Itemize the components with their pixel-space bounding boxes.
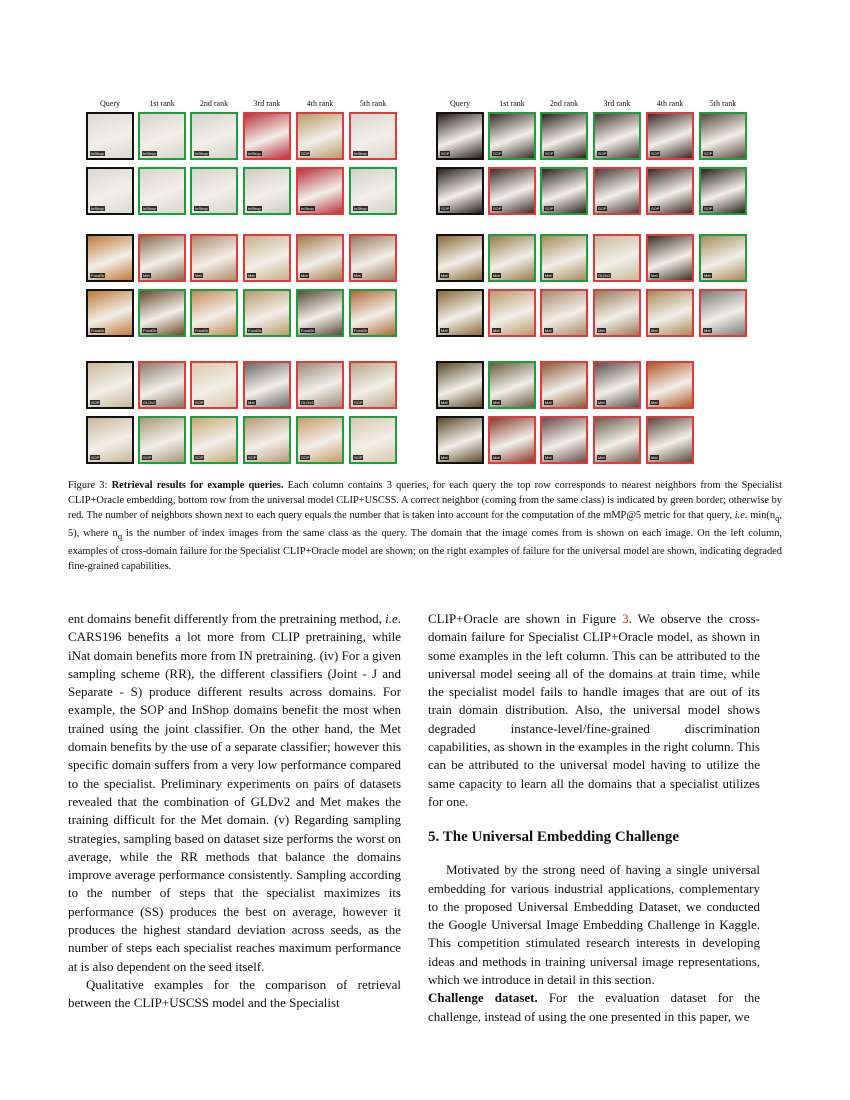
right-retrieved-image [699,234,747,282]
domain-tag: InShop [195,206,208,211]
left-retrieved-image [296,289,344,337]
left-retrieved-image [190,167,238,215]
left-retrieved-image [138,167,186,215]
domain-tag: Met [651,400,658,405]
domain-tag: SOP [545,151,554,156]
left-retrieved-image [138,112,186,160]
left-retrieved-image [296,112,344,160]
left-p1-ie: i.e [385,611,398,626]
left-retrieved-image [243,112,291,160]
domain-tag: SOP [651,206,660,211]
left-retrieved-image [243,234,291,282]
caption-sub-q: q [775,513,780,524]
left-retrieved-image [349,416,397,464]
figure-caption [68,478,782,574]
left-query-image [86,112,134,160]
right-retrieved-image [593,234,641,282]
domain-tag: Met [248,400,255,405]
left-retrieved-image [349,234,397,282]
right-retrieved-image [646,416,694,464]
right-retrieved-image [488,167,536,215]
right-header-0: Query [450,99,470,108]
domain-tag: InShop [143,206,156,211]
right-retrieved-image [646,167,694,215]
domain-tag: SOP [248,455,257,460]
domain-tag: SOP [195,400,204,405]
left-p1-a: ent domains benefit differently from the pretraining method, [68,611,386,626]
domain-tag: Met [195,273,202,278]
left-header-1: 1st rank [149,99,175,108]
right-retrieved-image [593,289,641,337]
domain-tag: SOP [91,400,100,405]
domain-tag: Met [441,273,448,278]
right-header-3: 3rd rank [603,99,631,108]
domain-tag: InShop [91,151,104,156]
left-retrieved-image [190,234,238,282]
domain-tag: SOP [493,151,502,156]
left-paragraph-1 [68,610,401,976]
domain-tag: Met [704,328,711,333]
domain-tag: GLDv2 [301,400,314,405]
domain-tag: Met [545,328,552,333]
domain-tag: Met [493,455,500,460]
domain-tag: Met [598,455,605,460]
right-header-1: 1st rank [499,99,525,108]
domain-tag: SOP [704,206,713,211]
right-query-image [436,112,484,160]
right-p3-text: For the evaluation dataset for the challenge, instead of using the one presented in this paper, we [428,990,760,1024]
domain-tag: SOP [301,455,310,460]
domain-tag: Food2k [91,273,105,278]
right-retrieved-image [646,112,694,160]
left-retrieved-image [190,361,238,409]
domain-tag: SOP [651,151,660,156]
right-retrieved-image [646,234,694,282]
domain-tag: Met [441,328,448,333]
domain-tag: SOP [143,455,152,460]
left-paragraph-2: Qualitative examples for the comparison of retrieval between the CLIP+USCSS model and the Specialist [68,976,401,1011]
right-retrieved-image [540,289,588,337]
left-retrieved-image [190,416,238,464]
left-retrieved-image [190,289,238,337]
domain-tag: Met [493,400,500,405]
right-query-image [436,416,484,464]
right-query-image [436,167,484,215]
right-retrieved-image [699,167,747,215]
right-p1-b: . We observe the cross-domain failure for Specialist CLIP+Oracle model, as shown in some examples in the left column. This can be attributed to the universal model seeing all of the domains at train time, while the specialist model fails to handle images that are out of its train domain distribution. Also, the universal model shows degraded instance-level/fine-grained discrimination capabilities, as shown in the examples in the right column. This can be attributed to the universal model having to utilize the same capacity to learn all the domains that a specialist utilizes for one. [428,611,760,809]
domain-tag: Met [441,455,448,460]
domain-tag: Met [248,273,255,278]
domain-tag: Met [598,328,605,333]
left-retrieved-image [296,167,344,215]
left-retrieved-image [243,289,291,337]
domain-tag: Food2k [195,328,209,333]
domain-tag: Met [545,400,552,405]
domain-tag: Met [545,273,552,278]
right-paragraph-1 [428,610,760,811]
domain-tag: SOP [91,455,100,460]
left-retrieved-image [349,112,397,160]
domain-tag: Met [301,273,308,278]
right-query-image [436,361,484,409]
domain-tag: Food2k [143,328,157,333]
caption-label: Figure 3: [68,480,112,491]
right-retrieved-image [646,289,694,337]
left-retrieved-image [349,289,397,337]
left-header-3: 3rd rank [253,99,281,108]
domain-tag: Met [651,328,658,333]
left-retrieved-image [138,289,186,337]
right-header-4: 4th rank [656,99,684,108]
right-retrieved-image [699,112,747,160]
right-query-image [436,289,484,337]
challenge-dataset-label: Challenge dataset. [428,990,538,1006]
right-retrieved-image [593,416,641,464]
right-retrieved-image [699,289,747,337]
domain-tag: Met [493,328,500,333]
right-retrieved-image [593,112,641,160]
left-header-2: 2nd rank [199,99,229,108]
section-heading: 5. The Universal Embedding Challenge [428,829,680,846]
domain-tag: Met [441,400,448,405]
domain-tag: InShop [91,206,104,211]
domain-tag: Met [598,400,605,405]
right-header-2: 2nd rank [549,99,579,108]
right-paragraph-3 [428,989,760,1026]
right-retrieved-image [540,167,588,215]
domain-tag: SOP [195,455,204,460]
left-retrieved-image [296,416,344,464]
left-retrieved-image [243,167,291,215]
left-query-image [86,234,134,282]
right-retrieved-image [646,361,694,409]
domain-tag: InShop [195,151,208,156]
left-header-4: 4th rank [306,99,334,108]
domain-tag: InShop [301,206,314,211]
domain-tag: Food2k [354,328,368,333]
domain-tag: Food2k [301,328,315,333]
right-p1-a: CLIP+Oracle are shown in Figure [428,611,623,626]
left-retrieved-image [190,112,238,160]
domain-tag: InShop [248,151,261,156]
domain-tag: Met [545,455,552,460]
right-retrieved-image [488,112,536,160]
domain-tag: SOP [441,206,450,211]
domain-tag: InShop [354,206,367,211]
right-retrieved-image [488,234,536,282]
domain-tag: SOP [598,151,607,156]
left-header-5: 5th rank [359,99,387,108]
caption-ie: i.e. [734,510,748,521]
caption-text-1: Each column contains 3 queries, for each query the top row corresponds to nearest neighbors from the Specialist CLIP+Oracle embedding, bottom row from the universal model CLIP+USCSS. A correct neighbor (coming from the same class) is indicated by green border; otherwise by red. The number of neighbors shown next to each query equals the number that is taken into account for the computation of the mMP@5 metric for that query, [68,480,782,521]
domain-tag: Met [493,273,500,278]
right-retrieved-image [540,416,588,464]
left-retrieved-image [138,416,186,464]
left-retrieved-image [296,234,344,282]
domain-tag: SOP [301,151,310,156]
left-retrieved-image [138,361,186,409]
domain-tag: GLDv2 [143,400,156,405]
left-retrieved-image [349,361,397,409]
left-retrieved-image [349,167,397,215]
domain-tag: SOP [493,206,502,211]
domain-tag: Food2k [248,328,262,333]
left-text-column [68,610,401,1013]
right-query-image [436,234,484,282]
domain-tag: SOP [598,206,607,211]
left-query-image [86,361,134,409]
left-query-image [86,289,134,337]
right-header-5: 5th rank [709,99,737,108]
right-retrieved-image [488,416,536,464]
left-retrieved-image [243,416,291,464]
left-header-0: Query [100,99,120,108]
right-retrieved-image [488,361,536,409]
domain-tag: Met [651,273,658,278]
right-paragraph-2: Motivated by the strong need of having a single universal embedding for various industrial applications, complementary to the proposed Universal Embedding Dataset, we conducted the Google Universal Image Embedding Challenge in Kaggle. This competition stimulated research interests in developing ideas and methods in training universal image representations, which we introduce in detail in this section. [428,862,760,988]
left-query-image [86,416,134,464]
right-retrieved-image [540,361,588,409]
right-text-column [428,610,760,1026]
domain-tag: SOP [354,455,363,460]
caption-text-2: min(n [747,510,776,521]
domain-tag: Met [354,273,361,278]
right-retrieved-image [540,112,588,160]
domain-tag: InShop [354,151,367,156]
domain-tag: SOP [545,206,554,211]
right-retrieved-image [488,289,536,337]
right-retrieved-image [540,234,588,282]
domain-tag: SOP [354,400,363,405]
domain-tag: Met [651,455,658,460]
caption-sub-q2: q [117,531,123,542]
left-p1-b: . CARS196 benefits a lot more from CLIP pretraining, while iNat domain benefits more from IN pretraining. (iv) For a given sampling scheme (RR), the different classifiers (Joint - J and Separate - S) produce different results across domains. For example, the SOP and InShop domains benefit the most when trained using the joint classifier. On the other hand, the Met domain benefits by the use of a separate classifier; however this specific domain suffers from a very low performance compared to the specialist. Preliminary experiments on pairs of datasets revealed that the combination of GLDv2 and Met makes the training difficult for the Met domain. (v) Regarding sampling strategies, sampling based on dataset size performs the worst on average, while the RR methods that balance the domains improve average performance consistently. Sampling according to the number of steps that the specialist maximizes its performance (SS) produces the best on average, however it produces the highest standard deviation across seeds, as the number of steps each specialist reaches maximum performance at is also dependent on the seed itself. [68,611,401,974]
domain-tag: GLDv2 [598,273,611,278]
caption-text-4: is the number of index images from the same class as the query. The domain that the image comes from is shown on each image. On the left column, examples of cross-domain failure for the Specialist CLIP+Oracle model are shown; on the right examples of failure for the universal model are shown, indicating degraded fine-grained capabilities. [68,528,782,573]
domain-tag: Met [143,273,150,278]
left-retrieved-image [138,234,186,282]
right-retrieved-image [593,361,641,409]
caption-text-3: , 5), where n [68,510,782,540]
domain-tag: SOP [704,151,713,156]
domain-tag: InShop [143,151,156,156]
left-retrieved-image [296,361,344,409]
figure-reference-link[interactable]: 3 [622,611,629,626]
domain-tag: InShop [248,206,261,211]
domain-tag: Met [704,273,711,278]
caption-title: Retrieval results for example queries. [111,480,284,491]
domain-tag: Food2k [91,328,105,333]
left-retrieved-image [243,361,291,409]
domain-tag: SOP [441,151,450,156]
left-query-image [86,167,134,215]
right-retrieved-image [593,167,641,215]
